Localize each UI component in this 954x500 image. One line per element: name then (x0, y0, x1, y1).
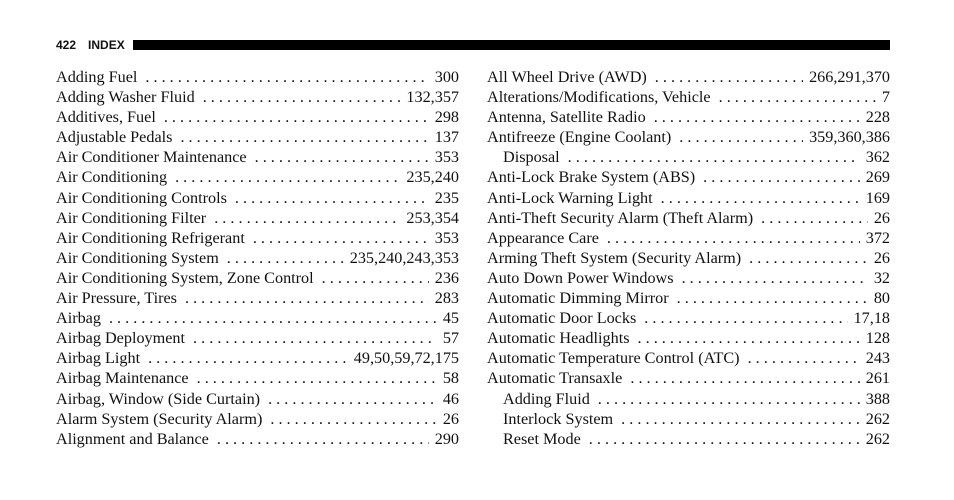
entry-term: Disposal (503, 148, 560, 167)
entry-pages: 359,360,386 (809, 128, 890, 147)
entry-pages: 235 (434, 188, 459, 207)
dot-leader (322, 268, 429, 288)
entry-pages: 137 (434, 128, 459, 147)
entry-pages: 7 (881, 88, 890, 107)
index-entry (56, 87, 459, 107)
dot-leader (661, 188, 860, 208)
index-column-left (56, 67, 459, 449)
entry-term: Air Conditioning Refrigerant (56, 228, 245, 247)
entry-pages: 26 (442, 409, 459, 428)
dot-leader (677, 288, 868, 308)
entry-term: Adding Washer Fluid (56, 88, 195, 107)
dot-leader (638, 328, 860, 348)
entry-term: Air Conditioning Filter (56, 208, 207, 227)
entry-pages: 243 (865, 349, 890, 368)
entry-term: Appearance Care (487, 228, 599, 247)
entry-term: Automatic Transaxle (487, 369, 623, 388)
index-subentry (487, 147, 890, 167)
dot-leader (185, 288, 429, 308)
index-entry (56, 147, 459, 167)
entry-pages: 169 (865, 188, 890, 207)
entry-term: Antenna, Satellite Radio (487, 108, 646, 127)
entry-pages: 32 (873, 268, 890, 287)
entry-term: Air Conditioning Controls (56, 188, 227, 207)
entry-term: Interlock System (503, 409, 614, 428)
dot-leader (568, 147, 860, 167)
entry-term: Airbag Light (56, 349, 141, 368)
dot-leader (655, 67, 803, 87)
entry-term: Airbag Deployment (56, 329, 186, 348)
dot-leader (227, 248, 344, 268)
entry-pages: 132,357 (406, 88, 459, 107)
entry-pages: 58 (442, 369, 459, 388)
index-entry (56, 268, 459, 288)
entry-pages: 388 (865, 389, 890, 408)
entry-pages: 236 (434, 268, 459, 287)
page-number: 422 (56, 38, 77, 52)
entry-term: Automatic Headlights (487, 329, 630, 348)
dot-leader (193, 328, 437, 348)
entry-term: Automatic Temperature Control (ATC) (487, 349, 740, 368)
index-subentry (487, 429, 890, 449)
index-entry (56, 328, 459, 348)
dot-leader (761, 208, 868, 228)
entry-pages: 372 (865, 228, 890, 247)
index-entry (487, 87, 890, 107)
entry-pages: 298 (434, 108, 459, 127)
index-entry (487, 208, 890, 228)
dot-leader (682, 268, 868, 288)
index-entry (487, 67, 890, 87)
index-entry (56, 208, 459, 228)
index-entry (487, 188, 890, 208)
dot-leader (164, 107, 429, 127)
dot-leader (270, 409, 436, 429)
entry-pages: 46 (442, 389, 459, 408)
entry-term: Air Conditioning System (56, 248, 219, 267)
index-entry (487, 228, 890, 248)
index-entry (487, 348, 890, 368)
entry-pages: 235,240,243,353 (349, 248, 459, 267)
dot-leader (253, 228, 429, 248)
entry-term: Adding Fluid (503, 389, 590, 408)
index-entry (56, 67, 459, 87)
index-entry (487, 308, 890, 328)
entry-pages: 290 (434, 429, 459, 448)
index-entry (487, 288, 890, 308)
entry-term: Additives, Fuel (56, 108, 156, 127)
dot-leader (679, 127, 803, 147)
index-entry (56, 288, 459, 308)
entry-pages: 266,291,370 (809, 68, 890, 86)
dot-leader (621, 409, 860, 429)
dot-leader (607, 228, 860, 248)
section-title: INDEX (88, 38, 125, 52)
entry-term: Anti-Lock Brake System (ABS) (487, 168, 696, 187)
entry-term: Air Conditioning (56, 168, 168, 187)
index-entry (56, 188, 459, 208)
index-column-right (487, 67, 890, 449)
entry-term: Air Conditioning System, Zone Control (56, 268, 314, 287)
dot-leader (217, 429, 429, 449)
dot-leader (145, 67, 428, 87)
index-entry (56, 429, 459, 449)
dot-leader (644, 308, 847, 328)
dot-leader (235, 188, 429, 208)
dot-leader (109, 308, 437, 328)
entry-term: Alignment and Balance (56, 429, 209, 448)
dot-leader (703, 167, 860, 187)
dot-leader (749, 248, 868, 268)
index-entry (56, 248, 459, 268)
page-header (56, 38, 890, 52)
dot-leader (255, 147, 429, 167)
entry-term: Arming Theft System (Security Alarm) (487, 248, 742, 267)
index-entry (56, 167, 459, 187)
index-entry (487, 107, 890, 127)
dot-leader (180, 127, 428, 147)
dot-leader (630, 368, 859, 388)
dot-leader (589, 429, 860, 449)
entry-pages: 228 (865, 108, 890, 127)
entry-term: Auto Down Power Windows (487, 268, 674, 287)
dot-leader (214, 208, 400, 228)
dot-leader (748, 348, 860, 368)
entry-pages: 353 (434, 228, 459, 247)
entry-term: Automatic Dimming Mirror (487, 289, 669, 308)
index-entry (487, 167, 890, 187)
entry-pages: 262 (865, 429, 890, 448)
entry-pages: 283 (434, 289, 459, 308)
dot-leader (203, 87, 401, 107)
entry-term: Airbag Maintenance (56, 369, 189, 388)
entry-term: Adding Fuel (56, 68, 138, 86)
dot-leader (268, 389, 437, 409)
entry-term: Antifreeze (Engine Coolant) (487, 128, 672, 147)
index-entry (56, 389, 459, 409)
entry-pages: 26 (873, 208, 890, 227)
entry-pages: 80 (873, 289, 890, 308)
entry-pages: 261 (865, 369, 890, 388)
entry-term: All Wheel Drive (AWD) (487, 68, 647, 86)
entry-term: Alterations/Modifications, Vehicle (487, 88, 711, 107)
entry-pages: 253,354 (406, 208, 459, 227)
entry-pages: 26 (873, 248, 890, 267)
dot-leader (148, 348, 348, 368)
index-entry (487, 268, 890, 288)
entry-term: Alarm System (Security Alarm) (56, 409, 263, 428)
dot-leader (719, 87, 876, 107)
entry-pages: 235,240 (406, 168, 459, 187)
index-entry (56, 368, 459, 388)
index-entry (56, 348, 459, 368)
dot-leader (175, 167, 400, 187)
entry-term: Airbag, Window (Side Curtain) (56, 389, 261, 408)
entry-term: Anti-Lock Warning Light (487, 188, 653, 207)
entry-term: Adjustable Pedals (56, 128, 173, 147)
index-subentry (487, 409, 890, 429)
dot-leader (598, 389, 860, 409)
entry-term: Automatic Door Locks (487, 309, 637, 328)
entry-term: Airbag (56, 309, 101, 328)
header-rule (133, 40, 890, 50)
index-entry (56, 228, 459, 248)
entry-pages: 353 (434, 148, 459, 167)
entry-pages: 128 (865, 329, 890, 348)
entry-pages: 49,50,59,72,175 (353, 349, 459, 368)
index-entry (487, 368, 890, 388)
entry-pages: 17,18 (853, 309, 890, 328)
index-entry (487, 127, 890, 147)
entry-pages: 45 (442, 309, 459, 328)
entry-term: Air Conditioner Maintenance (56, 148, 247, 167)
entry-pages: 362 (865, 148, 890, 167)
entry-pages: 57 (442, 329, 459, 348)
entry-term: Anti-Theft Security Alarm (Theft Alarm) (487, 208, 754, 227)
index-entry (487, 248, 890, 268)
entry-term: Reset Mode (503, 429, 581, 448)
index-entry (56, 308, 459, 328)
index-entry (56, 409, 459, 429)
index-subentry (487, 389, 890, 409)
dot-leader (654, 107, 860, 127)
entry-pages: 300 (434, 68, 459, 86)
entry-term: Air Pressure, Tires (56, 289, 177, 308)
entry-pages: 269 (865, 168, 890, 187)
index-entry (56, 127, 459, 147)
dot-leader (197, 368, 437, 388)
index-entry (56, 107, 459, 127)
index-entry (487, 328, 890, 348)
entry-pages: 262 (865, 409, 890, 428)
